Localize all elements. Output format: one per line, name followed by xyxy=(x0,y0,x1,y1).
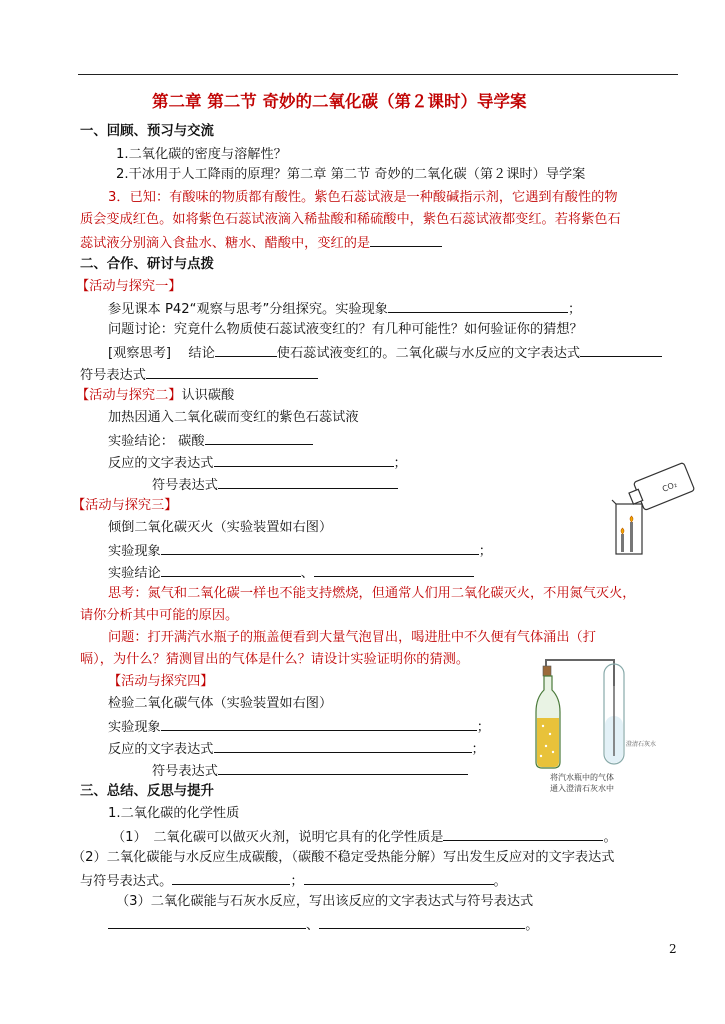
conclusion-text: 使石蕊试液变红的。二氧化碳与水反应的文字表达式 xyxy=(276,346,581,361)
activity-3-line-6: 问题：打开满汽水瓶子的瓶盖便看到大量气泡冒出，喝进肚中不久便有气体涌出（打 xyxy=(108,630,596,645)
activity-3-label: 【活动与探究三】 xyxy=(72,498,178,513)
activity-4-line-3 xyxy=(108,738,485,760)
activity-2-label: 【活动与探究二】 xyxy=(76,388,182,403)
answer-blank[interactable] xyxy=(215,342,277,357)
activity-1-label: 【活动与探究一】 xyxy=(76,279,182,294)
activity-3-line-2 xyxy=(108,540,492,562)
answer-blank[interactable] xyxy=(319,914,525,929)
activity-1-observation-text: 参见课本 P42“观察与思考”分组探究。实验现象 xyxy=(108,302,388,317)
answer-blank[interactable] xyxy=(370,232,442,247)
line-end-punct: ； xyxy=(478,544,492,559)
activity-1-line-1 xyxy=(108,298,581,320)
activity-4-line-4 xyxy=(152,760,468,782)
conclusion-label: 实验结论： 碳酸 xyxy=(108,434,205,449)
limewater-test-figure xyxy=(526,656,657,794)
summary-line-4 xyxy=(80,870,507,892)
answer-blank[interactable] xyxy=(214,738,472,753)
line-end-punct: ； xyxy=(471,742,485,757)
answer-blank[interactable] xyxy=(314,562,474,577)
answer-blank[interactable] xyxy=(161,562,301,577)
summary-line-3: （2）二氧化碳能与水反应生成碳酸，（碳酸不稳定受热能分解）写出发生反应对的文字表达式 xyxy=(72,850,615,865)
activity-2-topic: 认识碳酸 xyxy=(181,388,235,403)
page-title: 第二章 第二节 奇妙的二氧化碳（第２课时）导学案 xyxy=(152,92,527,111)
question-3-line-1: 3．已知：有酸味的物质都有酸性。紫色石蕊试液是一种酸碱指示剂，它遇到有酸性的物 xyxy=(108,190,618,205)
header-rule xyxy=(78,74,678,75)
question-1: 1.二氧化碳的密度与溶解性？ xyxy=(116,147,287,162)
activity-3-line-5: 请你分析其中可能的原因。 xyxy=(80,608,239,623)
line-end-punct: ； xyxy=(476,720,490,735)
section-3-heading: 三、总结、反思与提升 xyxy=(80,784,214,799)
activity-3-line-3 xyxy=(108,562,474,584)
separator: ； xyxy=(290,874,304,889)
conclusion-label: 实验结论 xyxy=(108,566,161,581)
page-number: 2 xyxy=(669,942,677,956)
answer-blank[interactable] xyxy=(161,540,479,555)
summary-line-5: （3）二氧化碳能与石灰水反应，写出该反应的文字表达式与符号表达式 xyxy=(116,894,534,909)
co2-pouring-figure xyxy=(606,462,700,558)
summary-line-2 xyxy=(112,826,617,848)
figure-caption-line-1: 将汽水瓶中的气体 xyxy=(550,773,614,782)
line-end-punct: 。 xyxy=(603,830,617,845)
activity-3-line-1: 倾倒二氧化碳灭火（实验装置如右图） xyxy=(108,520,333,535)
activity-3-line-7: 嗝），为什么？猜测冒出的气体是什么？请设计实验证明你的猜测。 xyxy=(80,652,470,667)
activity-2-line-3 xyxy=(108,452,407,474)
question-3-line-3 xyxy=(80,232,442,254)
activity-2-line-1: 加热因通入二氧化碳而变红的紫色石蕊试液 xyxy=(108,410,359,425)
summary-line-1: 1.二氧化碳的化学性质 xyxy=(108,806,240,821)
question-3-line-2: 质会变成红色。如将紫色石蕊试液滴入稀盐酸和稀硫酸中，紫色石蕊试液都变红。若将紫色石 xyxy=(80,212,621,227)
answer-blank[interactable] xyxy=(304,870,494,885)
separator: 、 xyxy=(306,918,320,933)
answer-blank[interactable] xyxy=(161,716,477,731)
summary-q2-text: 与符号表达式。 xyxy=(80,874,173,889)
question-2: 2.干冰用于人工降雨的原理？第二章 第二节 奇妙的二氧化碳（第２课时）导学案 xyxy=(116,167,586,182)
answer-blank[interactable] xyxy=(580,342,662,357)
observation-label: 实验现象 xyxy=(108,720,161,735)
line-end-punct: 。 xyxy=(493,874,507,889)
activity-2-label-line xyxy=(76,386,234,406)
line-end-punct: 。 xyxy=(525,918,539,933)
answer-blank[interactable] xyxy=(205,430,313,445)
activity-3-line-4: 思考：氮气和二氧化碳一样也不能支持燃烧，但通常人们用二氧化碳灭火，不用氮气灭火， xyxy=(108,586,636,601)
summary-q1-text: （1） 二氧化碳可以做灭火剂，说明它具有的化学性质是 xyxy=(112,830,444,845)
answer-blank[interactable] xyxy=(218,760,468,775)
activity-4-line-2 xyxy=(108,716,490,738)
limewater-label: 澄清石灰水 xyxy=(626,741,657,748)
word-expression-label: 反应的文字表达式 xyxy=(108,456,214,471)
section-1-heading: 一、回顾、预习与交流 xyxy=(80,124,214,139)
answer-blank[interactable] xyxy=(146,364,318,379)
activity-2-line-4 xyxy=(152,474,398,496)
symbol-expression-label: 符号表达式 xyxy=(152,764,218,779)
activity-2-line-2 xyxy=(108,430,313,452)
answer-blank[interactable] xyxy=(214,452,394,467)
conclusion-label: [观察思考] 结论 xyxy=(108,346,215,361)
summary-line-6 xyxy=(108,914,538,936)
separator: 、 xyxy=(300,566,314,581)
answer-blank[interactable] xyxy=(388,298,568,313)
question-3-text: 蕊试液分别滴入食盐水、糖水、醋酸中，变红的是 xyxy=(80,236,371,251)
activity-1-line-3 xyxy=(108,342,662,364)
answer-blank[interactable] xyxy=(218,474,398,489)
answer-blank[interactable] xyxy=(172,870,290,885)
line-end-punct: ； xyxy=(393,456,407,471)
section-2-heading: 二、合作、研讨与点拨 xyxy=(80,257,214,272)
line-end-punct: ； xyxy=(567,302,582,317)
symbol-expression-label: 符号表达式 xyxy=(152,478,218,493)
observation-label: 实验现象 xyxy=(108,544,161,559)
activity-4-line-1: 检验二氧化碳气体（实验装置如右图） xyxy=(108,696,333,711)
symbol-expression-label: 符号表达式 xyxy=(80,368,146,383)
activity-1-line-4 xyxy=(80,364,318,386)
activity-4-label: 【活动与探究四】 xyxy=(108,674,214,689)
answer-blank[interactable] xyxy=(108,914,306,929)
figure-caption-line-2: 通入澄清石灰水中 xyxy=(550,784,614,793)
word-expression-label: 反应的文字表达式 xyxy=(108,742,214,757)
activity-1-line-2: 问题讨论：究竟什么物质使石蕊试液变红的？有几种可能性？如何验证你的猜想？ xyxy=(108,322,583,337)
co2-label: CO₂ xyxy=(660,479,679,494)
answer-blank[interactable] xyxy=(443,826,603,841)
